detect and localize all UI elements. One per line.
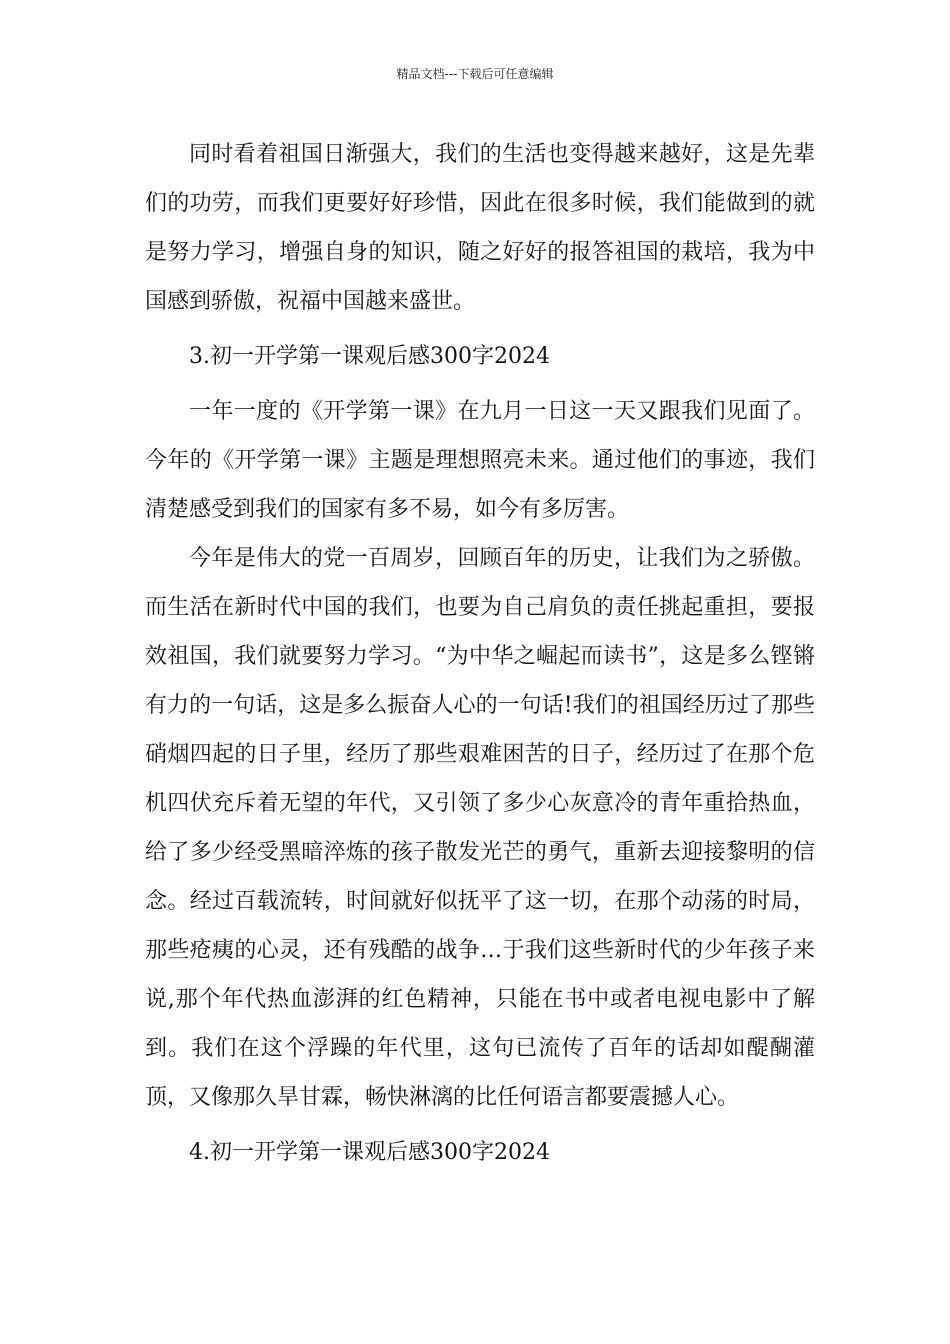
document-body — [145, 130, 815, 1183]
section-heading-3: 3.初一开学第一课观后感300字2024 — [189, 344, 550, 369]
paragraph-1: 同时看着祖国日渐强大，我们的生活也变得越来越好，这是先辈们的功劳，而我们更要好好珍惜，因此在很多时候，我们能做到的就是努力学习，增强自身的知识，随之好好的报答祖国的栽培，我为中国感到骄傲，祝福中国越来盛世。 — [145, 142, 815, 314]
paragraph-3: 今年是伟大的党一百周岁，回顾百年的历史，让我们为之骄傲。而生活在新时代中国的我们，也要为自己肩负的责任挑起重担，要报效祖国，我们就要努力学习。“为中华之崛起而读书”，这是多么铿锵有力的一句话，这是多么振奋人心的一句话!我们的祖国经历过了那些硝烟四起的日子里，经历了那些艰难困苦的日子，经历过了在那个危机四伏充斥着无望的年代，又引领了多少心灰意冷的青年重拾热血，给了多少经受黑暗淬炼的孩子散发光芒的勇气，重新去迎接黎明的信念。经过百载流转，时间就好似抚平了这一切，在那个动荡的时局，那些疮痍的心灵，还有残酷的战争…于我们这些新时代的少年孩子来说,那个年代热血澎湃的红色精神，只能在书中或者电视电影中了解到。我们在这个浮躁的年代里，这句已流传了百年的话却如醍醐灌顶，又像那久旱甘霖，畅快淋漓的比任何语言都要震撼人心。 — [145, 546, 815, 1110]
paragraph-2: 一年一度的《开学第一课》在九月一日这一天又跟我们见面了。今年的《开学第一课》主题是理想照亮未来。通过他们的事迹，我们清楚感受到我们的国家有多不易，如今有多厉害。 — [145, 399, 815, 522]
section-heading-4: 4.初一开学第一课观后感300字2024 — [189, 1140, 550, 1165]
page-header: 精品文档---下载后可任意编辑 — [396, 67, 554, 81]
